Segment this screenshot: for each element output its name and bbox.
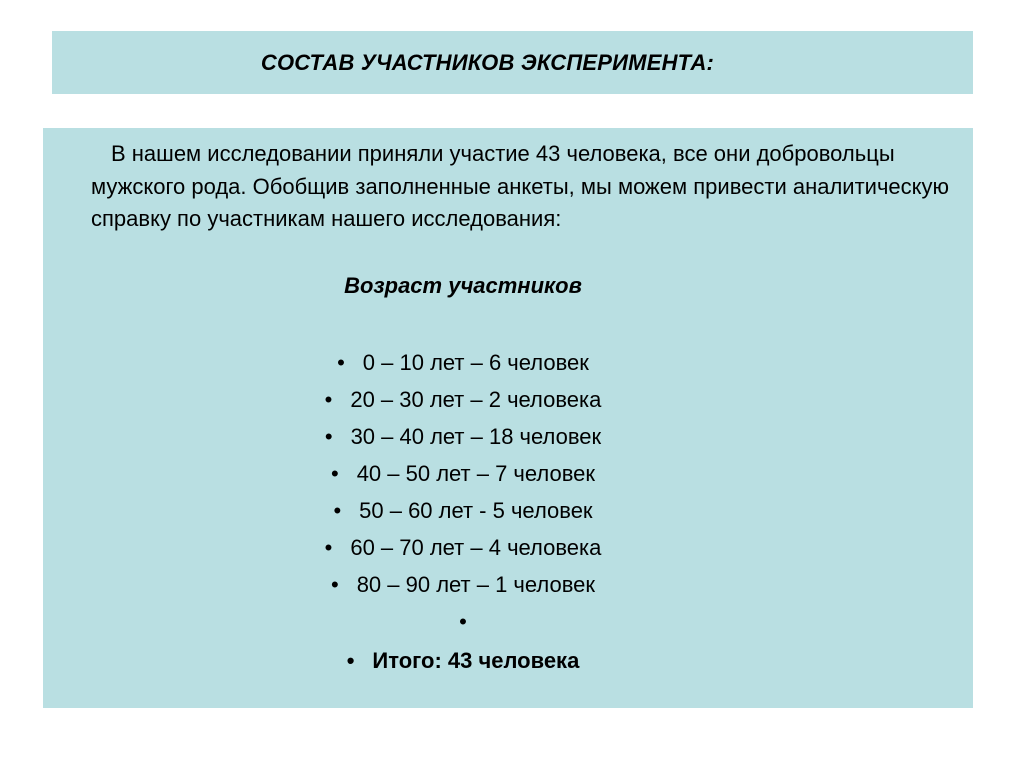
list-item <box>0 381 928 418</box>
bullet-icon: • <box>324 534 333 560</box>
list-item-text: 30 – 40 лет – 18 человек <box>350 423 602 449</box>
bullet-icon: • <box>330 460 339 486</box>
list-item-text: 40 – 50 лет – 7 человек <box>356 460 596 486</box>
list-item-text: 60 – 70 лет – 4 человека <box>350 534 602 560</box>
list-item-text: 50 – 60 лет - 5 человек <box>359 497 593 523</box>
bullet-icon: • <box>324 423 333 449</box>
intro-paragraph: В нашем исследовании приняли участие 43 человека, все они добровольцы мужского рода. Обобщив заполненные анкеты, мы можем привести аналитическую справку по участникам нашего исследования: <box>91 141 950 231</box>
total-item <box>0 642 928 679</box>
list-item <box>0 344 928 381</box>
empty-list-item <box>0 603 928 640</box>
bullet-icon: • <box>337 349 345 375</box>
bullet-icon: • <box>346 647 355 673</box>
slide-title: СОСТАВ УЧАСТНИКОВ ЭКСПЕРИМЕНТА: <box>260 49 715 75</box>
bullet-icon: • <box>333 497 342 523</box>
list-item <box>0 418 928 455</box>
list-item-text: 80 – 90 лет – 1 человек <box>356 571 596 597</box>
age-list <box>43 344 973 679</box>
list-item <box>0 455 928 492</box>
total-text: Итого: 43 человека <box>372 647 580 673</box>
list-item <box>0 566 928 603</box>
content-panel <box>43 128 973 708</box>
list-item-text: 20 – 30 лет – 2 человека <box>350 386 602 412</box>
bullet-icon: • <box>459 608 467 634</box>
bullet-icon: • <box>330 571 339 597</box>
section-heading: Возраст участников <box>344 273 582 298</box>
list-item-text: 0 – 10 лет – 6 человек <box>362 349 589 375</box>
list-item <box>0 492 928 529</box>
bullet-icon: • <box>324 386 333 412</box>
list-item <box>0 529 928 566</box>
title-panel <box>52 31 973 94</box>
